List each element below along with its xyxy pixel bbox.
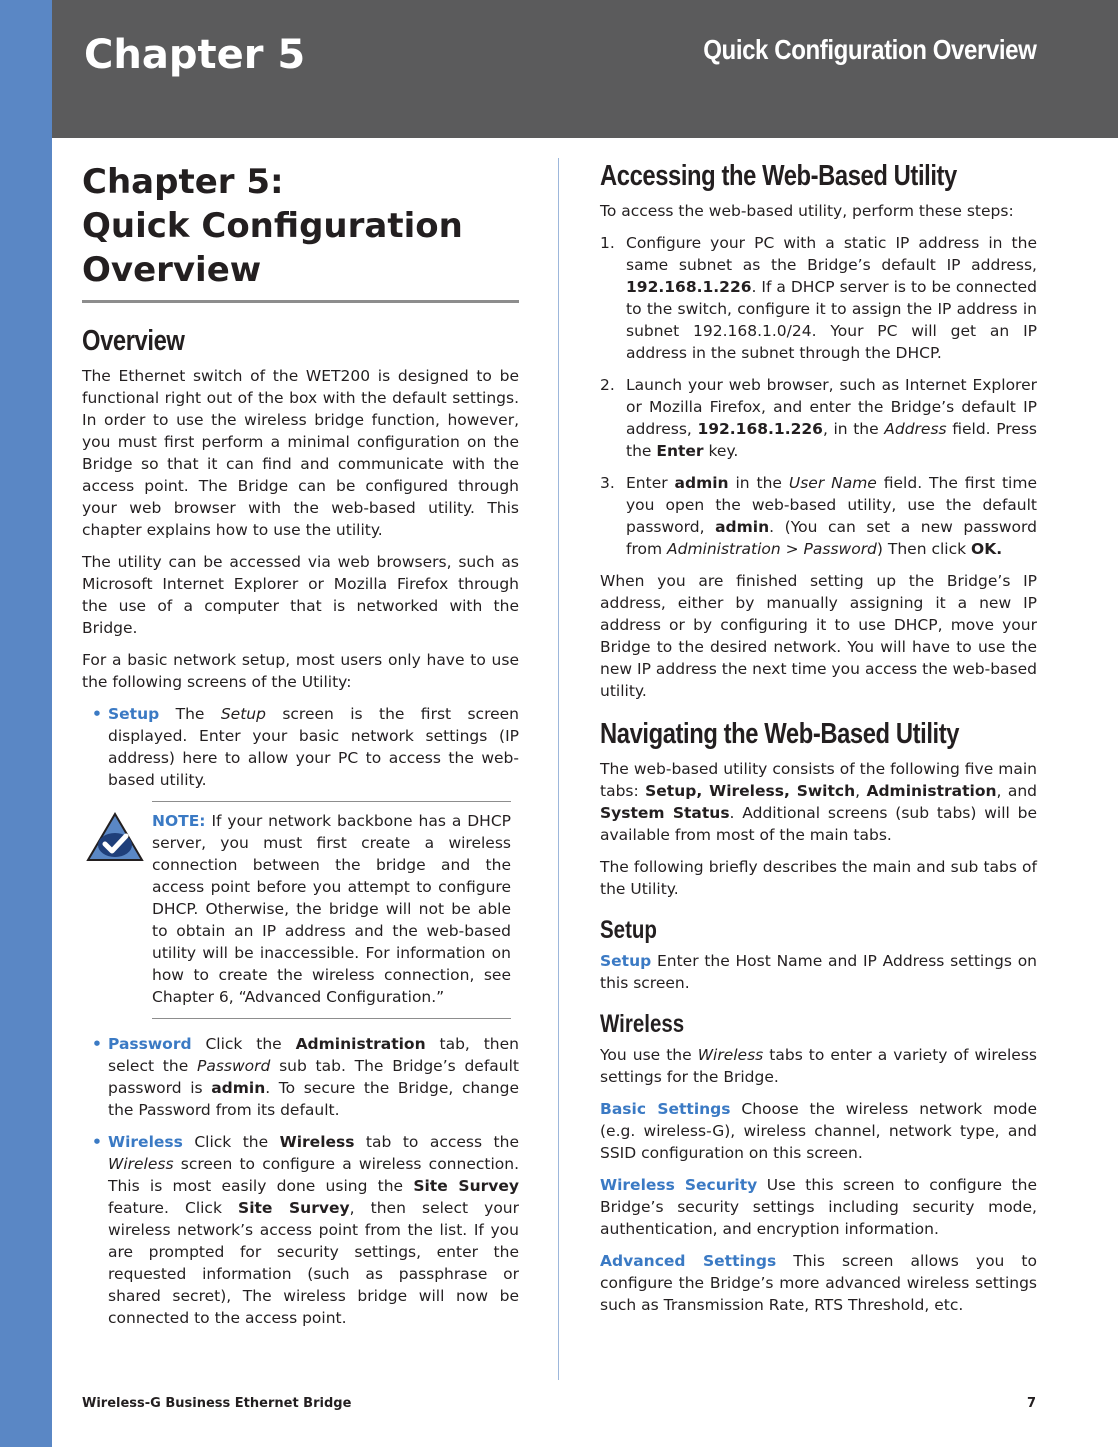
list-item-wireless: • Wireless Click the Wireless tab to access the Wireless screen to configure a wireless connection. This is most easily done using the Site Survey feature. Click Site Survey, then select your wireless network’s access point from the list. If you are prompted for security settings, enter the requested information (such as passphrase or shared secret), The wireless bridge will now be connected to the access point. [92,1133,520,1327]
screen-list [82,703,519,791]
page-title-line-2: Quick Configuration [82,206,463,246]
wireless-label: Wireless [108,1133,183,1151]
setup-label: Setup [108,705,160,723]
note-box [152,801,511,1019]
overview-paragraph-2: The utility can be accessed via web browsers, such as Microsoft Internet Explorer or Mozilla Firefox through the use of a computer that is networked with the Bridge. [82,553,519,637]
header-section-title: Quick Configuration Overview [702,34,1036,65]
step-1: 1. Configure your PC with a static IP address in the same subnet as the Bridge’s default IP address, 192.168.1.226. If a DHCP server is to be connected to the switch, configure it to assign the IP address in subnet 192.168.1.0/24. Your PC will get an IP address in the subnet through the DHCP. [600,234,1037,362]
list-item-password: • Password Click the Administration tab, then select the Password sub tab. The Bridge’s default password is admin. To secure the Bridge, change the Password from its default. [92,1035,519,1119]
wireless-heading: Wireless [600,1010,685,1038]
side-color-strip [0,0,52,1447]
overview-heading: Overview [82,325,185,357]
accessing-intro: To access the web-based utility, perform these steps: [600,202,1014,220]
basic-settings-description: Basic Settings Choose the wireless network mode (e.g. wireless-G), wireless channel, network type, and SSID configuration on this screen. [600,1100,1037,1162]
page-title-line-3: Overview [82,250,262,290]
footer-page-number: 7 [1026,1396,1036,1411]
right-column [600,158,1037,1326]
left-column [82,158,519,1339]
footer-product-name: Wireless-G Business Ethernet Bridge [82,1396,352,1411]
title-rule [82,300,519,303]
advanced-settings-description: Advanced Settings This screen allows you to configure the Bridge’s more advanced wireless settings such as Transmission Rate, RTS Threshold, etc. [600,1252,1037,1314]
access-steps [600,232,1037,560]
list-item-setup: • Setup The Setup screen is the first screen displayed. Enter your basic network settings (IP address) here to allow your PC to access the web-based utility. [92,705,520,789]
page-title-line-1: Chapter 5: [82,162,284,202]
navigating-paragraph-2: The following briefly describes the main and sub tabs of the Utility. [600,858,1037,898]
overview-paragraph-3: For a basic network setup, most users only have to use the following screens of the Utility: [82,651,519,691]
setup-description: Setup Enter the Host Name and IP Address settings on this screen. [600,952,1037,992]
navigating-paragraph-1: The web-based utility consists of the following five main tabs: Setup, Wireless, Switch, Administration, and System Status. Additional screens (sub tabs) will be available from most of the main tabs. [600,760,1038,844]
navigating-heading: Navigating the Web-Based Utility [600,718,960,750]
accessing-after: When you are finished setting up the Bridge’s IP address, either by manually assigning it a new IP address or by configuring it to use DHCP, move your Bridge to the desired network. You will have to use the new IP address the next time you access the web-based utility. [600,572,1037,700]
note-label: NOTE: [152,812,206,830]
screen-list-continued [82,1033,519,1329]
header-chapter-label: Chapter 5 [84,32,306,78]
overview-paragraph-1: The Ethernet switch of the WET200 is designed to be functional right out of the box with the default settings. In order to use the wireless bridge function, however, you must first perform a minimal configuration on the Bridge so that it can find and communicate with the access point. The Bridge can be configured through your web browser with the web-based utility. This chapter explains how to use the utility. [82,367,519,539]
note-text: NOTE: If your network backbone has a DHCP server, you must first create a wireless connection between the bridge and the access point before you attempt to configure DHCP. Otherwise, the bridge will not be able to obtain an IP address and the web-based utility will be inaccessible. For information on how to create the wireless connection, see Chapter 6, “Advanced Configuration.” [152,812,512,1006]
column-divider [558,158,559,1380]
step-2: 2. Launch your web browser, such as Internet Explorer or Mozilla Firefox, and enter the Bridge’s default IP address, 192.168.1.226, in the Address field. Press the Enter key. [600,376,1038,460]
setup-heading: Setup [600,916,657,944]
password-label: Password [108,1035,192,1053]
checkmark-note-icon [86,812,144,862]
page-title [82,160,519,292]
step-3: 3. Enter admin in the User Name field. The first time you open the web-based utility, use the default password, admin. (You can set a new password from Administration > Password) Then click OK. [600,474,1037,558]
accessing-heading: Accessing the Web-Based Utility [600,160,957,192]
wireless-security-description: Wireless Security Use this screen to configure the Bridge’s security settings including security mode, authentication, and encryption information. [600,1176,1037,1238]
wireless-description: You use the Wireless tabs to enter a variety of wireless settings for the Bridge. [600,1046,1037,1086]
